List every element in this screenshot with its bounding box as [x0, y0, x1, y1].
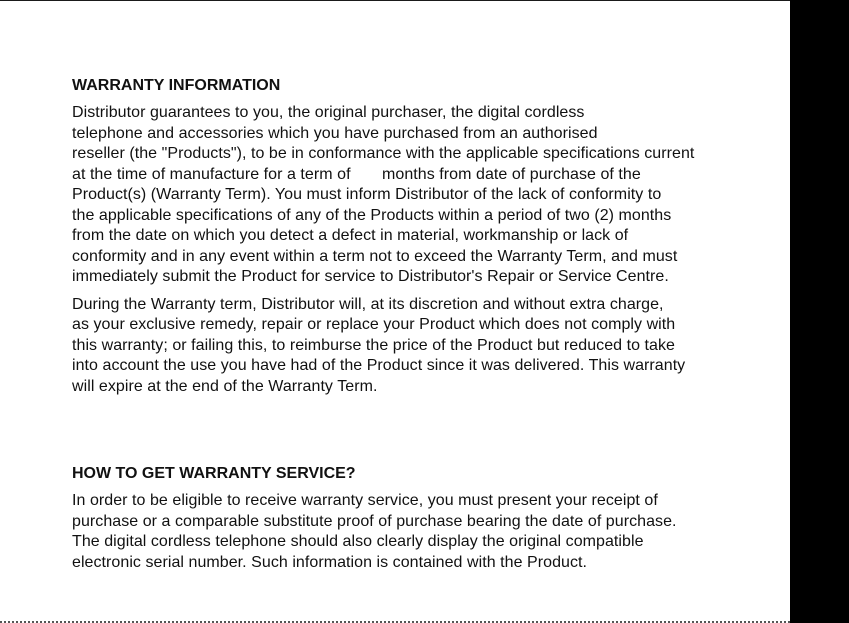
text-line: electronic serial number. Such information is contained with the Product.: [72, 553, 588, 571]
text-line: immediately submit the Product for service to Distributor's Repair or Service Centre.: [72, 268, 669, 285]
warranty-paragraph-1: [72, 103, 762, 288]
document-page: [72, 76, 762, 573]
text-line: During the Warranty term, Distributor will, at its discretion and without extra charge,: [72, 295, 664, 313]
top-border: [0, 0, 790, 1]
warranty-information-heading: WARRANTY INFORMATION: [72, 77, 281, 94]
text-line: purchase or a comparable substitute proof of purchase bearing the date of purchase.: [72, 512, 677, 530]
text-line: Distributor guarantees to you, the original purchaser, the digital cordless: [72, 104, 585, 121]
text-line: telephone and accessories which you have purchased from an authorised: [72, 124, 598, 142]
warranty-service-paragraph: [72, 491, 762, 573]
text-line: Product(s) (Warranty Term). You must inform Distributor of the lack of conformity to: [72, 186, 662, 203]
warranty-paragraph-2: [72, 295, 762, 398]
text-line: into account the use you have had of the Product since it was delivered. This warranty: [72, 357, 686, 374]
text-line: In order to be eligible to receive warranty service, you must present your receipt of: [72, 492, 658, 509]
text-line: the applicable specifications of any of the Products within a period of two (2) months: [72, 206, 672, 224]
text-line: The digital cordless telephone should also clearly display the original compatible: [72, 533, 644, 550]
text-line: this warranty; or failing this, to reimburse the price of the Product but reduced to take: [72, 336, 675, 354]
warranty-service-heading: HOW TO GET WARRANTY SERVICE?: [72, 465, 356, 482]
text-line: reseller (the "Products"), to be in conformance with the applicable specifications current: [72, 145, 695, 162]
text-line: from the date on which you detect a defect in material, workmanship or lack of: [72, 227, 629, 244]
text-line: conformity and in any event within a term not to exceed the Warranty Term, and must: [72, 247, 678, 265]
text-line: as your exclusive remedy, repair or replace your Product which does not comply with: [72, 316, 676, 333]
right-black-margin: [790, 0, 849, 623]
text-line: at the time of manufacture for a term of months from date of purchase of the: [72, 165, 641, 183]
text-line: will expire at the end of the Warranty Term.: [72, 377, 378, 395]
